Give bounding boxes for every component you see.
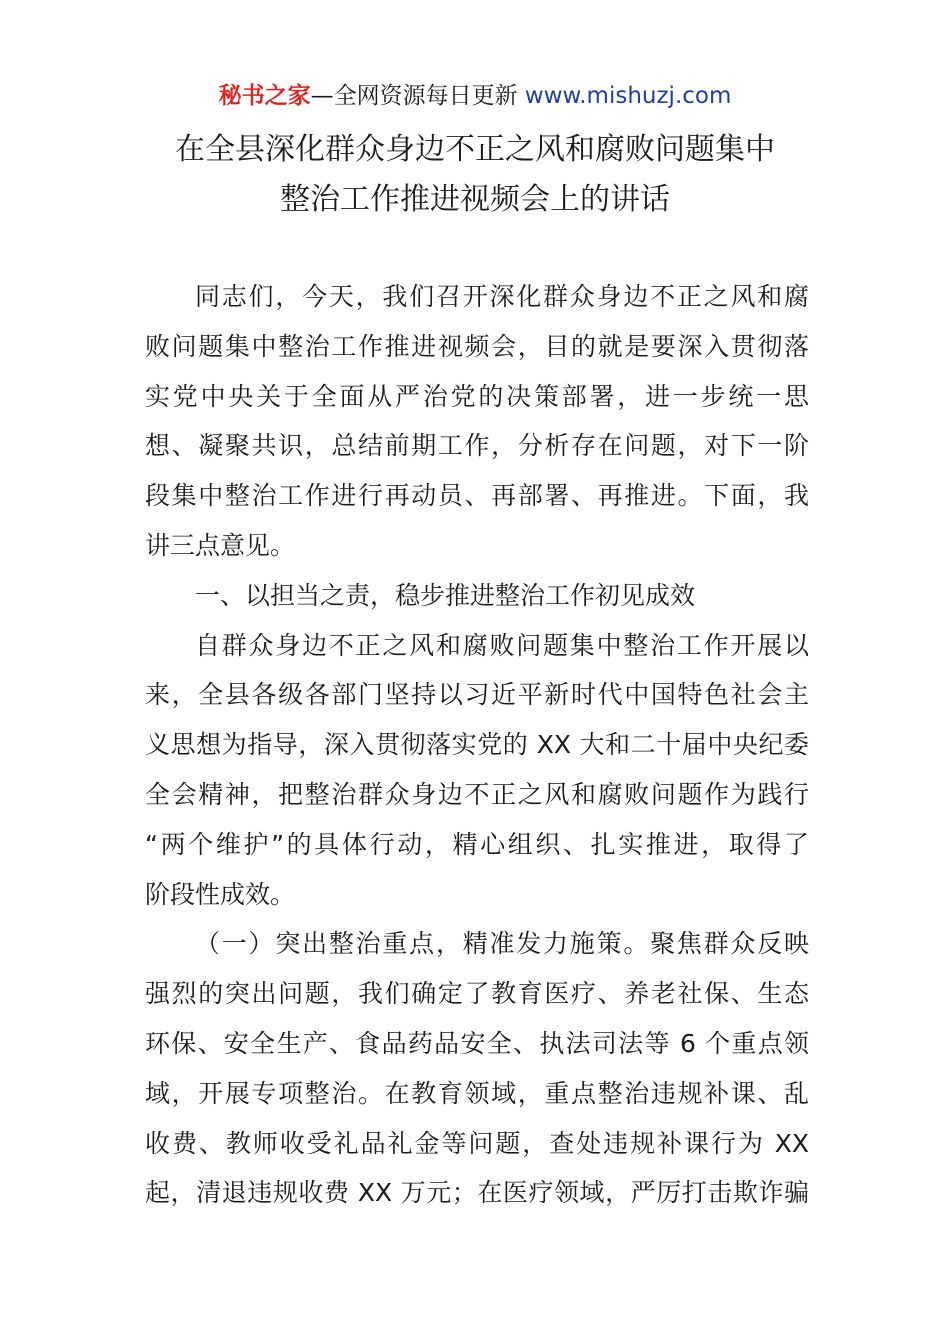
body-line: 自群众身边不正之风和腐败问题集中整治工作开展以 [195,630,809,660]
site-header [0,80,950,112]
body-line: “两个维护”的具体行动，精心组织、扎实推进，取得了 [145,829,809,859]
body-line: 强烈的突出问题，我们确定了教育医疗、养老社保、生态 [145,979,809,1009]
body-line: 想、凝聚共识，总结前期工作，分析存在问题，对下一阶 [145,431,809,461]
body-line: 收费、教师收受礼品礼金等问题，查处违规补课行为 XX [145,1128,809,1158]
subsection-line: （一）突出整治重点，精准发力施策。聚焦群众反映 [195,929,809,959]
body-line: 讲三点意见。 [145,530,296,560]
body-line: 实党中央关于全面从严治党的决策部署，进一步统一思 [145,381,809,411]
body-line: 同志们，今天，我们召开深化群众身边不正之风和腐 [195,282,809,311]
body-line: 环保、安全生产、食品药品安全、执法司法等 6 个重点领 [145,1028,809,1058]
title-line-2: 整治工作推进视频会上的讲话 [280,181,670,217]
body-line: 起，清退违规收费 XX 万元；在医疗领域，严厉打击欺诈骗 [145,1178,809,1208]
brand-name: 秘书之家 [218,83,311,109]
title-line-1: 在全县深化群众身边不正之风和腐败问题集中 [175,132,775,167]
body-line: 段集中整治工作进行再动员、再部署、再推进。下面，我 [145,481,809,511]
body-line: 阶段性成效。 [145,879,296,909]
section-heading: 一、以担当之责，稳步推进整治工作初见成效 [195,580,696,610]
document-title [0,126,950,226]
body-line: 义思想为指导，深入贯彻落实党的 XX 大和二十届中央纪委 [145,730,809,760]
body-line: 全会精神，把整治群众身边不正之风和腐败问题作为践行 [145,779,809,809]
document-body [145,272,809,1218]
header-tagline: —全网资源每日更新 [310,83,525,109]
site-url-link[interactable]: www.mishuzj.com [524,83,732,109]
body-line: 来，全县各级各部门坚持以习近平新时代中国特色社会主 [145,680,809,710]
body-line: 败问题集中整治工作推进视频会，目的就是要深入贯彻落 [145,331,809,361]
body-line: 域，开展专项整治。在教育领域，重点整治违规补课、乱 [145,1078,809,1108]
